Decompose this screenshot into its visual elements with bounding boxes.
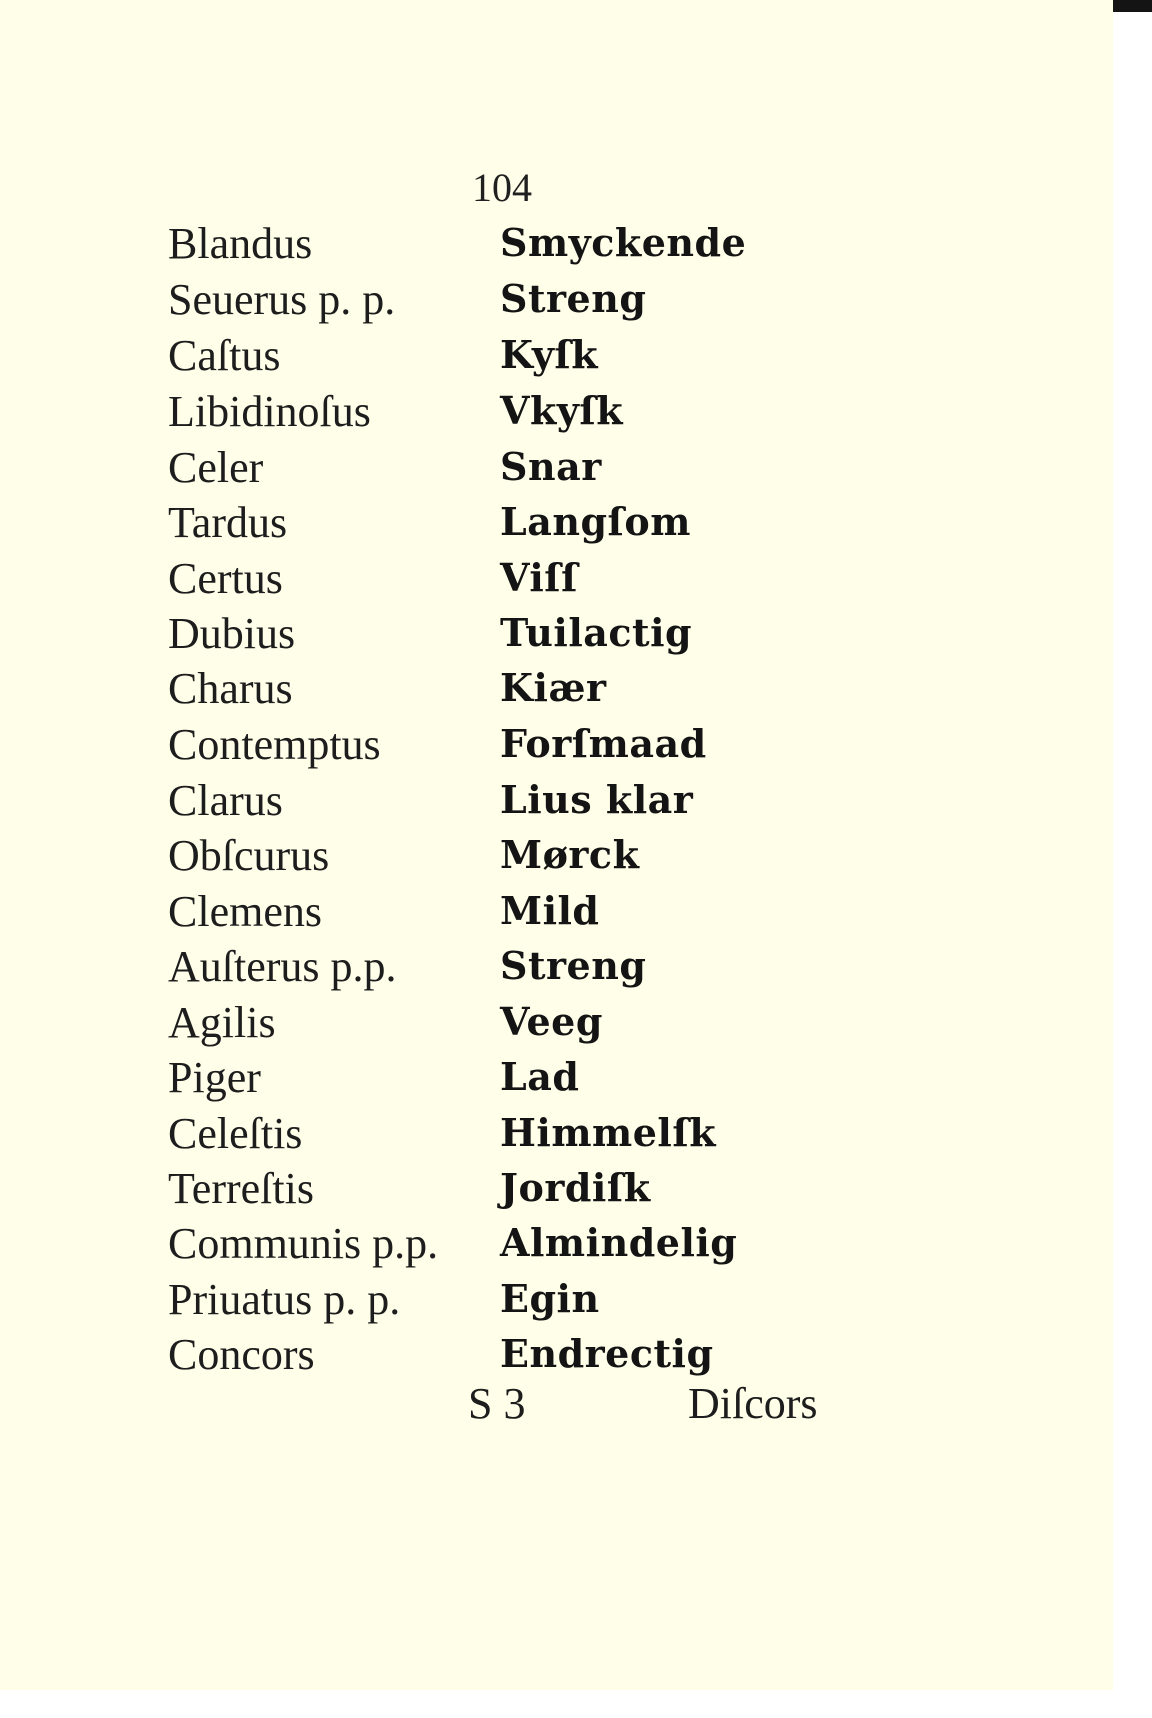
entry-row [0,609,1113,667]
danish-word: Kiær [500,665,607,710]
latin-word: Obſcurus [168,831,330,880]
danish-word: Smyckende [500,220,747,265]
latin-word: Caſtus [168,331,281,380]
danish-word: Lad [500,1054,580,1099]
latin-word: Celeſtis [168,1109,303,1158]
entry-row [0,498,1113,556]
latin-word: Concors [168,1330,315,1379]
latin-word: Clarus [168,776,283,825]
latin-word: Communis p.p. [168,1219,439,1268]
danish-word: Veeg [500,999,603,1044]
entry-row [0,720,1113,778]
entry-row [0,942,1113,1000]
danish-word: Vkyſk [500,388,624,433]
entry-row [0,1164,1113,1222]
danish-word: Himmelſk [500,1110,717,1155]
danish-word: Forſmaad [500,721,707,766]
danish-word: Mild [500,888,600,933]
latin-word: Clemens [168,887,322,936]
danish-word: Viſſ [500,555,578,600]
entry-row [0,275,1113,333]
entry-row [0,1330,1113,1388]
latin-word: Blandus [168,219,313,268]
danish-word: Endrectig [500,1331,714,1376]
danish-word: Streng [500,943,647,988]
latin-word: Celer [168,443,264,492]
entry-row [0,331,1113,389]
entry-row [0,887,1113,945]
entry-row [0,554,1113,612]
danish-word: Lius klar [500,777,694,822]
entry-row [0,998,1113,1056]
entry-row [0,664,1113,722]
danish-word: Kyſk [500,332,599,377]
latin-word: Terreſtis [168,1164,314,1213]
latin-word: Libidinoſus [168,387,371,436]
entry-row [0,1275,1113,1333]
entry-row [0,443,1113,501]
signature-mark: S 3 [468,1379,526,1428]
danish-word: Tuilactig [500,610,693,655]
danish-word: Egin [500,1276,600,1321]
danish-word: Mørck [500,832,640,877]
latin-word: Charus [168,664,293,713]
latin-word: Dubius [168,609,296,658]
entry-row [0,1219,1113,1277]
latin-word: Tardus [168,498,288,547]
latin-word: Auſterus p.p. [168,942,397,991]
entry-row [0,1053,1113,1111]
entry-row [0,776,1113,834]
latin-word: Piger [168,1053,261,1102]
entry-row [0,219,1113,277]
danish-word: Jordiſk [500,1165,651,1210]
latin-word: Contemptus [168,720,381,769]
danish-word: Streng [500,276,647,321]
latin-word: Agilis [168,998,276,1047]
entry-row [0,387,1113,445]
latin-word: Priuatus p. p. [168,1275,401,1324]
danish-word: Almindelig [500,1220,738,1265]
entry-row [0,1109,1113,1167]
danish-word: Langſom [500,499,691,544]
latin-word: Seuerus p. p. [168,275,396,324]
danish-word: Snar [500,444,602,489]
scan-edge-mark [1113,0,1152,12]
page-number: 104 [472,165,532,210]
entry-row [0,831,1113,889]
latin-word: Certus [168,554,283,603]
catchword: Diſcors [688,1379,818,1428]
